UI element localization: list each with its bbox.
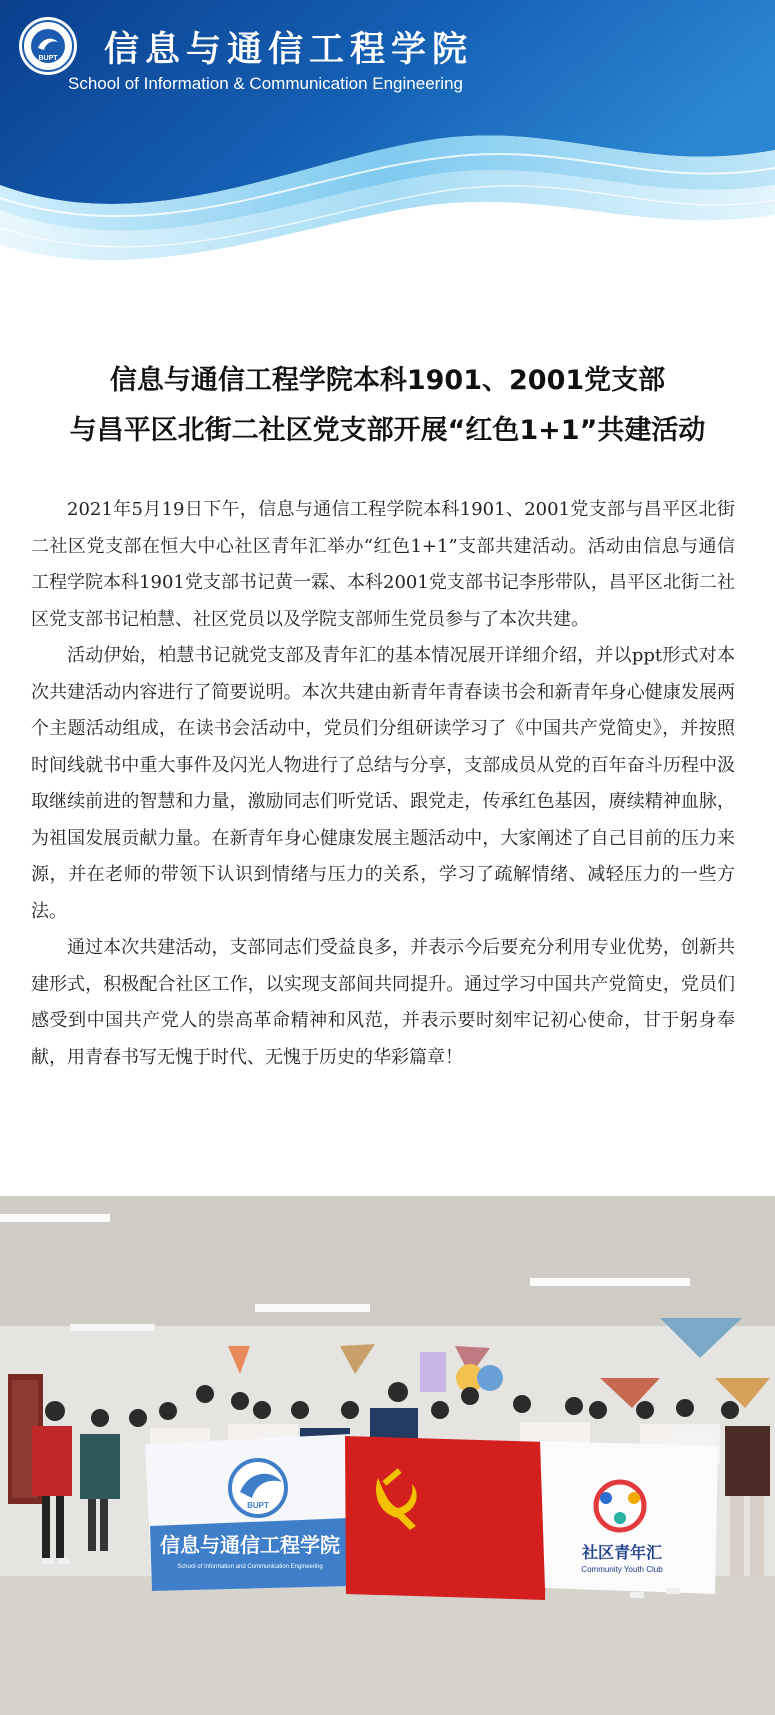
article-title-line2: 与昌平区北街二社区党支部开展“红色1+1”共建活动	[69, 415, 706, 446]
article-paragraph: 活动伊始，柏慧书记就党支部及青年汇的基本情况展开详细介绍，并以ppt形式对本次共建活动内容进行了简要说明。本次共建由新青年青春读书会和新青年身心健康发展两个主题活动组成，在读书会活动中，党员们分组研读学习了《中国共产党简史》，并按照时间线就书中重大事件及闪光人物进行了总结与分享，支部成员从党的百年奋斗历程中汲取继续前进的智慧和力量，激励同志们听党话、跟党走，传承红色基因，赓续精神血脉，为祖国发展贡献力量。在新青年身心健康发展主题活动中，大家阐述了自己目前的压力来源，并在老师的带领下认识到情绪与压力的关系，学习了疏解情绪、减轻压力的一些方法。	[31, 645, 735, 922]
logo-text: BUPT	[38, 55, 58, 62]
bupt-logo	[18, 16, 78, 76]
college-banner-cn: 信息与通信工程学院	[160, 1533, 340, 1557]
article-paragraph: 通过本次共建活动，支部同志们受益良多，并表示今后要充分利用专业优势，创新共建形式，积极配合社区工作，以实现支部间共同提升。通过学习中国共产党简史，党员们感受到中国共产党人的崇高革命精神和风范，并表示要时刻牢记初心使命，甘于躬身奉献，用青春书写无愧于时代、无愧于历史的华彩篇章！	[31, 937, 735, 1068]
article-paragraph: 2021年5月19日下午，信息与通信工程学院本科1901、2001党支部与昌平区北街二社区党支部在恒大中心社区青年汇举办“红色1+1”支部共建活动。活动由信息与通信工程学院本科1901党支部书记黄一霖、本科2001党支部书记李彤带队，昌平区北街二社区党支部书记柏慧、社区党员以及学院支部师生党员参与了本次共建。	[31, 499, 735, 630]
college-banner	[145, 1434, 352, 1591]
college-name-en: School of Information & Communication Engineering	[68, 74, 463, 93]
college-banner-logo: BUPT	[247, 1501, 269, 1510]
article-title	[0, 356, 775, 456]
article-title-line1: 信息与通信工程学院本科1901、2001党支部	[109, 365, 666, 396]
group-photo	[0, 1196, 775, 1715]
youth-club-banner	[540, 1441, 718, 1594]
party-flag	[345, 1436, 548, 1600]
youth-club-en: Community Youth Club	[581, 1565, 663, 1574]
college-name-cn: 信息与通信工程学院	[104, 29, 474, 70]
youth-club-cn: 社区青年汇	[581, 1543, 663, 1562]
article-body	[31, 492, 735, 1076]
college-banner-en: School of Information and Communication Engineering	[177, 1564, 323, 1570]
